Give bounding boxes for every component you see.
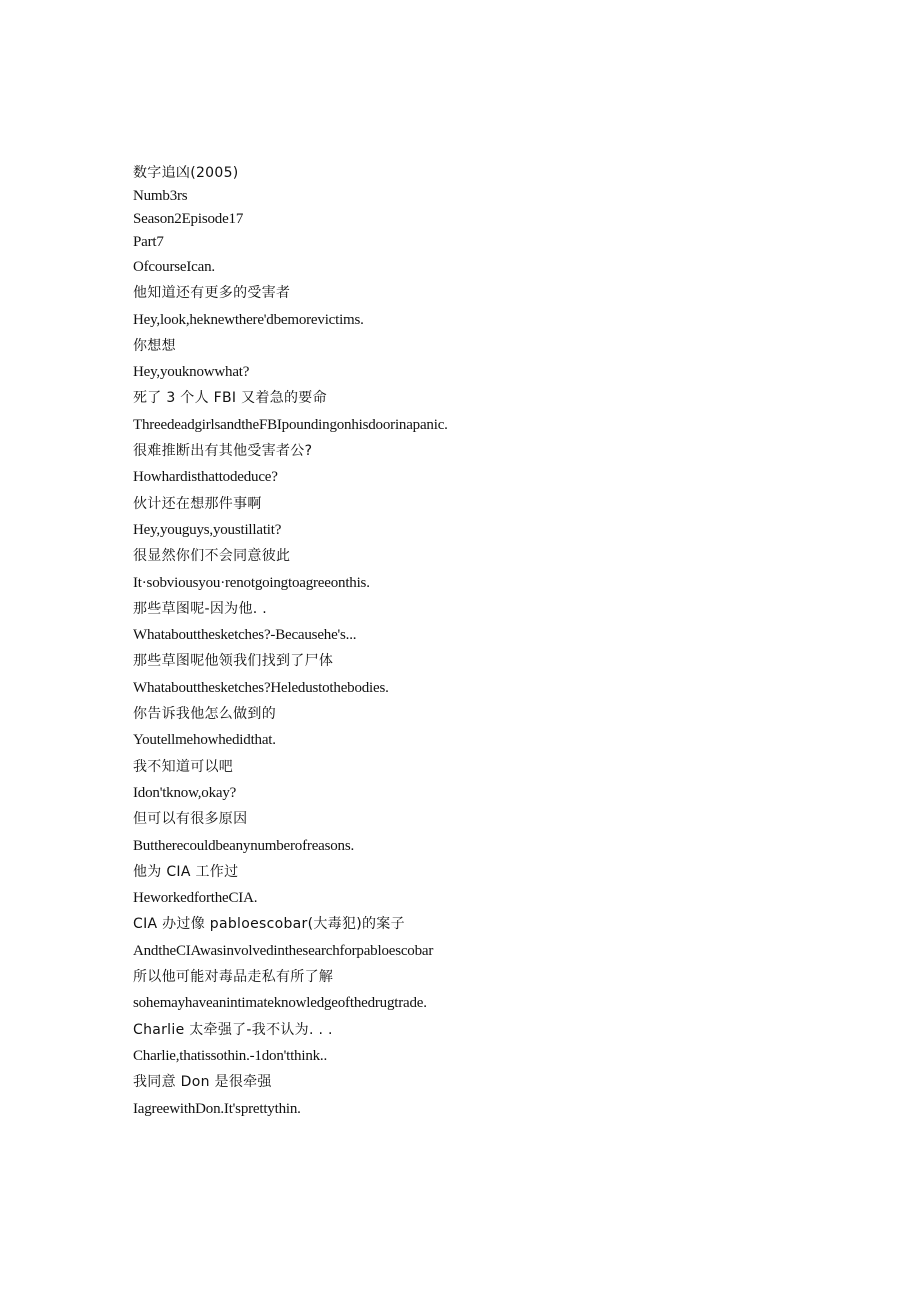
document-content — [133, 162, 833, 1122]
part-label: Part7 — [133, 234, 164, 250]
subtitle-line-en: Whataboutthesketches?Heledustothebodies. — [133, 679, 389, 696]
subtitle-line-zh: 你告诉我他怎么做到的 — [133, 706, 276, 723]
subtitle-line-en: It·sobviousyou·renotgoingtoagreeonthis. — [133, 574, 370, 591]
subtitle-line-en: OfcourseIcan. — [133, 259, 215, 275]
subtitle-line-zh: 但可以有很多原因 — [133, 811, 248, 828]
subtitle-line-zh: Charlie 太牵强了-我不认为. . . — [133, 1021, 333, 1038]
subtitle-line-zh: 死了 3 个人 FBI 又着急的要命 — [133, 390, 327, 407]
subtitle-line-en: HeworkedfortheCIA. — [133, 890, 258, 907]
subtitle-line-zh: 那些草图呢-因为他. . — [133, 600, 268, 617]
subtitle-line-en: Charlie,thatissothin.-1don'tthink.. — [133, 1047, 328, 1064]
subtitle-line-en: Youtellmehowhedidthat. — [133, 732, 276, 749]
subtitle-line-en: Hey,youknowwhat? — [133, 364, 250, 381]
show-title-en: Numb3rs — [133, 188, 188, 204]
subtitle-line-zh: 所以他可能对毒品走私有所了解 — [133, 969, 334, 986]
subtitle-line-en: AndtheCIAwasinvolvedinthesearchforpabloescobar — [133, 942, 434, 959]
subtitle-line-zh: 那些草图呢他领我们找到了尸体 — [133, 653, 334, 670]
subtitle-line-en: sohemayhaveanintimateknowledgeofthedrugtrade. — [133, 995, 427, 1012]
subtitle-line-zh: 他为 CIA 工作过 — [133, 863, 239, 880]
show-title-zh: 数字追凶(2005) — [133, 165, 239, 181]
subtitle-line-en: Hey,youguys,youstillatit? — [133, 521, 282, 538]
subtitle-line-zh: 很显然你们不会同意彼此 — [133, 548, 291, 565]
episode-label: Season2Episode17 — [133, 211, 244, 227]
subtitle-line-zh: 伙计还在想那件事啊 — [133, 495, 262, 512]
subtitle-line-en: ThreedeadgirlsandtheFBIpoundingonhisdoorinapanic. — [133, 416, 448, 433]
document-header — [133, 162, 833, 254]
subtitle-line-zh: 我同意 Don 是很牵强 — [133, 1074, 272, 1091]
subtitle-line-zh: CIA 办过像 pabloescobar(大毒犯)的案子 — [133, 916, 405, 933]
subtitle-line-en: Buttherecouldbeanynumberofreasons. — [133, 837, 355, 854]
subtitle-line-zh: 我不知道可以吧 — [133, 758, 234, 775]
subtitle-line-zh: 他知道还有更多的受害者 — [133, 285, 291, 302]
subtitle-line-en: Hey,look,heknewthere'dbemorevictims. — [133, 311, 364, 328]
subtitle-line-en: Whataboutthesketches?-Becausehe's... — [133, 627, 357, 644]
subtitle-line-zh: 你想想 — [133, 337, 176, 354]
subtitle-lines — [133, 254, 833, 1122]
subtitle-line-zh: 很难推断出有其他受害者公? — [133, 443, 313, 460]
subtitle-line-en: IagreewithDon.It'sprettythin. — [133, 1100, 301, 1117]
subtitle-line-en: Howhardisthattodeduce? — [133, 469, 278, 486]
subtitle-line-en: Idon'tknow,okay? — [133, 784, 237, 801]
